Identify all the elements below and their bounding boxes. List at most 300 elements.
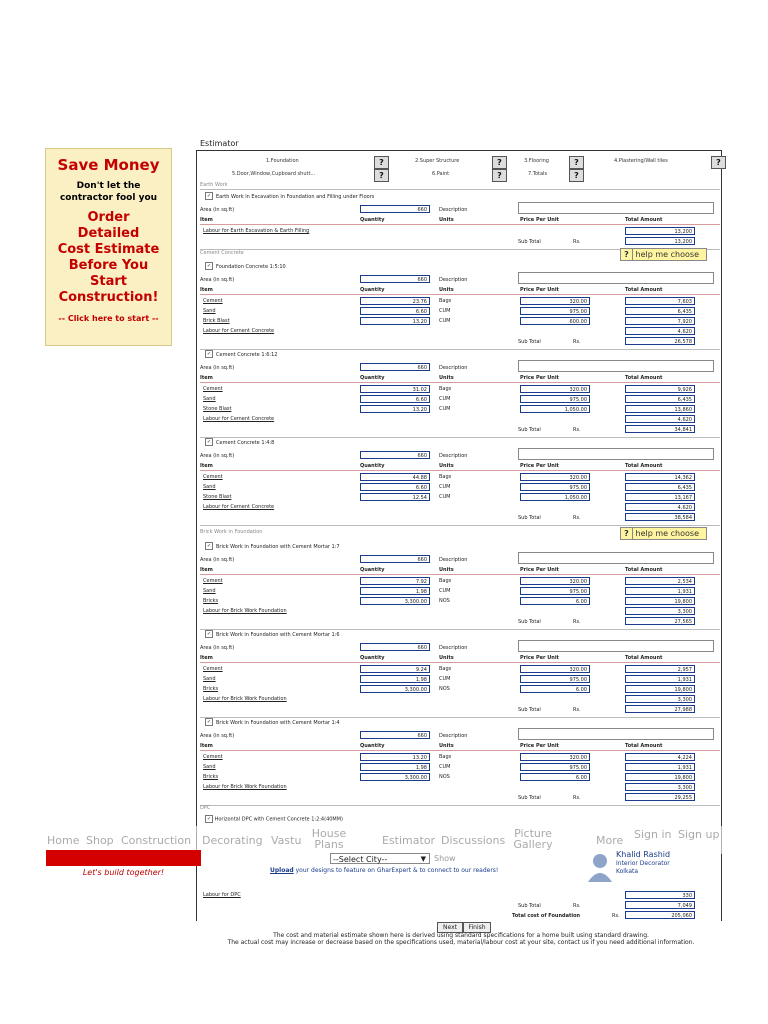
quantity-input[interactable]: 6.60 [360,483,430,491]
material-link[interactable]: Bricks [203,598,219,604]
units-header: Units [439,655,454,661]
amount-field: 6,435 [625,395,695,403]
ad-body-line: Start [90,274,127,289]
area-input[interactable]: 660 [360,363,430,371]
help-icon[interactable]: ? [492,169,507,182]
unit-label: Bags [439,666,452,672]
description-label: Description [439,277,468,283]
subtotal-label: Sub Total [518,339,541,345]
unit-label: CUM [439,764,451,770]
disclaimer [196,932,726,946]
help-icon: ? [621,249,633,260]
total-header: Total Amount [625,287,663,293]
material-link[interactable]: Brick Blast [203,318,230,324]
header-rule [200,224,720,225]
description-input[interactable] [518,640,714,652]
unit-label: CUM [439,484,451,490]
block-title[interactable] [205,262,286,270]
dpc-labour-link[interactable]: Labour for DPC [203,892,241,898]
nav-home[interactable]: Home [47,834,80,847]
quantity-input[interactable]: 6.60 [360,307,430,315]
quantity-input[interactable]: 13.20 [360,405,430,413]
material-link[interactable]: Sand [203,308,216,314]
nav-construction[interactable]: Construction [121,834,192,847]
featured-user[interactable] [586,850,726,884]
amount-field: 6,435 [625,483,695,491]
material-link[interactable]: Cement [203,386,223,392]
help-me-choose-label: help me choose [635,529,699,538]
units-header: Units [439,743,454,749]
material-link[interactable]: Stone Blast [203,494,232,500]
quantity-input[interactable]: 12.54 [360,493,430,501]
material-link[interactable]: Sand [203,588,216,594]
rs-label: Rs. [573,427,581,433]
subtotal-label: Sub Total [518,619,541,625]
section-earth-work: Earth Work [200,182,228,188]
unit-label: CUM [439,406,451,412]
block-title-text: Foundation Concrete 1:5:10 [216,263,286,270]
dpc-subtotal: 7,049 [625,901,695,909]
material-link[interactable]: Cement [203,298,223,304]
divider [200,189,720,190]
units-header: Units [439,463,454,469]
material-link[interactable]: Bricks [203,774,219,780]
area-label: Area (in sq.ft) [200,645,235,651]
help-icon[interactable]: ? [492,156,507,169]
help-me-choose-label: help me choose [635,250,699,259]
unit-label: Bags [439,298,452,304]
price-input[interactable]: 6.00 [520,597,590,605]
subtotal-field: 38,584 [625,513,695,521]
checkbox-icon[interactable]: ✓ [206,543,212,549]
dpc-title[interactable] [205,815,343,823]
rs-label: Rs. [573,707,581,713]
quantity-input[interactable]: 6.60 [360,395,430,403]
ad-subline-1: Don't let the [76,181,141,191]
amount-field: 19,800 [625,685,695,693]
subtotal-field: 27,988 [625,705,695,713]
header-rule [200,382,720,383]
material-link[interactable]: Sand [203,676,216,682]
material-link[interactable]: Cement [203,754,223,760]
quantity-header: Quantity [360,655,385,661]
ad-subline-2: contractor fool you [59,193,158,203]
unit-label: Bags [439,754,452,760]
units-header: Units [439,287,454,293]
ad-body-line: Order [87,210,130,225]
foundation-total: 205,060 [625,911,695,919]
labour-amount[interactable]: 3,300 [625,783,695,791]
price-header: Price Per Unit [520,567,559,573]
description-input[interactable] [518,552,714,564]
quantity-header: Quantity [360,217,385,223]
subtotal-label: Sub Total [518,903,541,909]
rs-label: Rs. [573,515,581,521]
nav-discussions[interactable]: Discussions [441,834,506,847]
description-label: Description [439,733,468,739]
help-icon[interactable]: ? [569,156,584,169]
divider [200,525,720,526]
quantity-header: Quantity [360,375,385,381]
area-input[interactable]: 660 [360,275,430,283]
amount-field: 13,167 [625,493,695,501]
labour-amount[interactable]: 4,620 [625,503,695,511]
nav-estimator[interactable]: Estimator [382,834,436,847]
area-input[interactable]: 660 [360,205,430,213]
checkbox-icon[interactable]: ✓ [206,816,212,822]
units-header: Units [439,217,454,223]
price-header: Price Per Unit [520,743,559,749]
checkbox-icon[interactable]: ✓ [206,631,212,637]
block-title[interactable] [205,630,340,638]
material-link[interactable]: Sand [203,484,216,490]
area-label: Area (in sq.ft) [200,277,235,283]
amount-field: 9,926 [625,385,695,393]
checkbox-icon[interactable]: ✓ [206,439,212,445]
quantity-input[interactable]: 3,300.00 [360,685,430,693]
block-title[interactable] [205,718,340,726]
area-label: Area (in sq.ft) [200,733,235,739]
header-rule [200,750,720,751]
total-header: Total Amount [625,463,663,469]
help-icon[interactable]: ? [711,156,726,169]
amount-field: 1,931 [625,587,695,595]
unit-label: NOS [439,598,450,604]
amount-field: 14,362 [625,473,695,481]
nav-decorating[interactable]: Decorating [202,834,263,847]
finish-button[interactable]: Finish [463,922,491,933]
tab-foundation[interactable]: 1.Foundation [266,158,299,164]
price-input[interactable]: 320.00 [520,753,590,761]
subtotal-label: Sub Total [518,427,541,433]
chevron-down-icon: ▼ [420,855,426,863]
ad-body-line: Before You [68,258,149,273]
labour-link[interactable]: Labour for Cement Concrete [203,504,275,510]
price-input[interactable]: 975.00 [520,587,590,595]
rs-label: Rs. [612,913,620,919]
divider [200,437,720,438]
item-header: Item [200,655,213,661]
promo-ad[interactable] [45,148,172,346]
block-title-text: Brick Work in Foundation with Cement Mortar 1:6 [216,631,340,638]
nav-picture-gallery[interactable]: Picture Gallery [513,827,553,851]
amount-field: 19,800 [625,773,695,781]
description-label: Description [439,453,468,459]
price-input[interactable]: 6.00 [520,773,590,781]
unit-label: CUM [439,308,451,314]
subtotal-label: Sub Total [518,707,541,713]
description-input[interactable] [518,448,714,460]
subtotal-field: 13,200 [625,237,695,245]
tab-door-window[interactable]: 5.Door,Window,Cupboard shutt... [232,171,316,177]
quantity-input[interactable]: 7.92 [360,577,430,585]
tab-flooring[interactable]: 3.Flooring [524,158,549,164]
dpc-title-text: Horizontal DPC with Cement Concrete 1:2:4(40MM) [214,816,344,823]
amount-field: 7,603 [625,297,695,305]
labour-amount[interactable]: 3,300 [625,607,695,615]
price-header: Price Per Unit [520,217,559,223]
description-input[interactable] [518,202,714,214]
labour-link[interactable]: Labour for Brick Work Foundation [203,784,287,790]
block-title-text: Cement Concrete 1:6:12 [216,351,278,358]
quantity-header: Quantity [360,463,385,469]
disclaimer-line: The actual cost may increase or decrease based on the specifications used, material/labour cost at your site, contact us if you need additional information. [227,939,695,946]
rs-label: Rs. [573,795,581,801]
material-link[interactable]: Stone Blast [203,406,232,412]
checkbox-icon[interactable]: ✓ [206,351,212,357]
subtotal-field: 29,255 [625,793,695,801]
amount-field: 6,435 [625,307,695,315]
price-input[interactable]: 975.00 [520,307,590,315]
ad-body-line: Detailed [77,226,140,241]
quantity-input[interactable]: 23.76 [360,297,430,305]
unit-label: CUM [439,494,451,500]
item-header: Item [200,287,213,293]
logo-tagline: Let's build together! [82,868,165,877]
item-header: Item [200,375,213,381]
block-title[interactable] [205,350,277,358]
block-title-text: Cement Concrete 1:4:8 [216,439,275,446]
quantity-header: Quantity [360,287,385,293]
quantity-input[interactable]: 3,300.00 [360,773,430,781]
checkbox-icon[interactable]: ✓ [206,193,212,199]
price-input[interactable]: 320.00 [520,297,590,305]
user-role: Interior Decorator [616,860,670,867]
estimator-title: Estimator [200,139,239,148]
total-header: Total Amount [625,743,663,749]
rs-label: Rs. [573,903,581,909]
section-cement-concrete: Cement Concrete [200,250,244,256]
quantity-input[interactable]: 1.98 [360,763,430,771]
subtotal-label: Sub Total [518,795,541,801]
amount-field: 1,931 [625,763,695,771]
labour-link[interactable]: Labour for Earth Excavation & Earth Filling [203,228,310,234]
quantity-header: Quantity [360,567,385,573]
unit-label: CUM [439,318,451,324]
disclaimer-line: The cost and material estimate shown here is derived using standard specifications for a home built using standard drawing. [273,932,649,939]
item-header: Item [200,743,213,749]
tab-paint[interactable]: 6.Paint [432,171,450,177]
quantity-input[interactable]: 31.02 [360,385,430,393]
description-input[interactable] [518,272,714,284]
dpc-labour-amount[interactable]: 330 [625,891,695,899]
ad-body-line: Cost Estimate [57,242,160,257]
subtotal-field: 26,578 [625,337,695,345]
total-header: Total Amount [625,375,663,381]
material-link[interactable]: Sand [203,764,216,770]
tab-super-structure[interactable]: 2.Super Structure [415,158,460,164]
unit-label: Bags [439,578,452,584]
price-input[interactable]: 975.00 [520,483,590,491]
checkbox-icon[interactable]: ✓ [206,263,212,269]
price-input[interactable]: 320.00 [520,385,590,393]
price-header: Price Per Unit [520,655,559,661]
help-icon[interactable]: ? [569,169,584,182]
labour-amount[interactable]: 3,300 [625,695,695,703]
subtotal-label: Sub Total [518,239,541,245]
nav-house-plans[interactable]: House Plans [311,827,347,851]
help-icon[interactable]: ? [374,156,389,169]
quantity-input[interactable]: 3,300.00 [360,597,430,605]
amount-field: 4,224 [625,753,695,761]
price-input[interactable]: 975.00 [520,395,590,403]
upload-banner [270,867,498,874]
city-select[interactable] [330,853,430,864]
amount-field: 2,534 [625,577,695,585]
nav-shop[interactable]: Shop [86,834,114,847]
area-input[interactable]: 660 [360,731,430,739]
quantity-input[interactable]: 1.98 [360,587,430,595]
quantity-input[interactable]: 13.20 [360,317,430,325]
header-rule [200,294,720,295]
section-dpc: DPC [200,805,211,811]
block-title-text: Brick Work in Foundation with Cement Mortar 1:4 [216,719,340,726]
tab-totals[interactable]: 7.Totals [528,171,548,177]
ad-cta-link[interactable]: -- Click here to start -- [58,314,159,323]
description-label: Description [439,645,468,651]
material-link[interactable]: Cement [203,578,223,584]
area-input[interactable]: 660 [360,451,430,459]
unit-label: CUM [439,588,451,594]
quantity-header: Quantity [360,743,385,749]
units-header: Units [439,567,454,573]
labour-link[interactable]: Labour for Cement Concrete [203,416,275,422]
total-header: Total Amount [625,655,663,661]
gharexpert-logo[interactable] [46,850,201,880]
block-title[interactable] [205,542,340,550]
subtotal-field: 34,841 [625,425,695,433]
area-input[interactable]: 660 [360,643,430,651]
logo-mark [46,850,201,866]
nav-sign-up[interactable]: Sign up [678,828,720,841]
price-input[interactable]: 1,050.00 [520,493,590,501]
unit-label: CUM [439,396,451,402]
amount-field: 7,920 [625,317,695,325]
quantity-input[interactable]: 44.88 [360,473,430,481]
labour-link[interactable]: Labour for Brick Work Foundation [203,696,287,702]
block-title[interactable] [205,192,374,200]
description-label: Description [439,207,468,213]
description-label: Description [439,557,468,563]
description-input[interactable] [518,728,714,740]
ad-headline: Save Money [57,156,160,174]
user-name[interactable]: Khalid Rashid [616,850,671,859]
area-label: Area (in sq.ft) [200,365,235,371]
material-link[interactable]: Sand [203,396,216,402]
block-title-text: Brick Work in Foundation with Cement Mortar 1:7 [216,543,340,550]
help-me-choose-button[interactable] [620,248,707,261]
price-input[interactable]: 320.00 [520,577,590,585]
city-select-value: --Select City-- [333,855,388,864]
section-brick-work: Brick Work in Foundation [200,529,263,535]
divider [200,805,720,806]
ad-subline [46,180,171,204]
price-input[interactable]: 600.00 [520,317,590,325]
area-input[interactable]: 660 [360,555,430,563]
subtotal-label: Sub Total [518,515,541,521]
total-header: Total Amount [625,217,663,223]
unit-label: CUM [439,676,451,682]
labour-amount[interactable]: 4,620 [625,327,695,335]
amount-field: 1,931 [625,675,695,683]
price-input[interactable]: 320.00 [520,473,590,481]
price-input[interactable]: 1,050.00 [520,405,590,413]
help-me-choose-button[interactable] [620,527,707,540]
rs-label: Rs. [573,239,581,245]
total-foundation-label: Total cost of Foundation [512,913,581,919]
amount-field: 2,957 [625,665,695,673]
amount-field: 13,860 [625,405,695,413]
header-rule [200,662,720,663]
user-city: Kolkata [616,868,639,875]
quantity-input[interactable]: 9.24 [360,665,430,673]
show-button[interactable]: Show [434,854,456,863]
area-label: Area (in sq.ft) [200,453,235,459]
subtotal-field: 27,565 [625,617,695,625]
material-link[interactable]: Bricks [203,686,219,692]
unit-label: NOS [439,774,450,780]
price-input[interactable]: 975.00 [520,763,590,771]
labour-link[interactable]: Labour for Brick Work Foundation [203,608,287,614]
help-icon: ? [621,528,633,539]
next-button[interactable]: Next [437,922,463,933]
help-icon[interactable]: ? [374,169,389,182]
block-title[interactable] [205,438,274,446]
labour-amount[interactable]: 13,200 [625,227,695,235]
price-header: Price Per Unit [520,375,559,381]
header-rule [200,574,720,575]
ad-body [46,210,171,306]
unit-label: Bags [439,474,452,480]
nav-more[interactable]: More [596,834,624,847]
header-rule [200,470,720,471]
description-input[interactable] [518,360,714,372]
nav-vastu[interactable]: Vastu [271,834,302,847]
tab-plastering[interactable]: 4.Plastering/Wall tiles [614,158,668,164]
quantity-input[interactable]: 1.98 [360,675,430,683]
block-title-text: Earth Work in Excavation in Foundation and Filling under Floors [216,193,375,200]
price-header: Price Per Unit [520,463,559,469]
nav-sign-in[interactable]: Sign in [634,828,672,841]
ad-body-line: Construction! [58,290,159,305]
avatar [586,852,614,882]
upload-link[interactable]: Upload [270,867,294,874]
divider [200,349,720,350]
item-header: Item [200,463,213,469]
material-link[interactable]: Cement [203,474,223,480]
rs-label: Rs. [573,619,581,625]
price-header: Price Per Unit [520,287,559,293]
price-input[interactable]: 975.00 [520,675,590,683]
material-link[interactable]: Cement [203,666,223,672]
amount-field: 19,800 [625,597,695,605]
rs-label: Rs. [573,339,581,345]
price-input[interactable]: 6.00 [520,685,590,693]
quantity-input[interactable]: 13.20 [360,753,430,761]
area-label: Area (in sq.ft) [200,207,235,213]
area-label: Area (in sq.ft) [200,557,235,563]
checkbox-icon[interactable]: ✓ [206,719,212,725]
units-header: Units [439,375,454,381]
labour-link[interactable]: Labour for Cement Concrete [203,328,275,334]
description-label: Description [439,365,468,371]
unit-label: NOS [439,686,450,692]
item-header: Item [200,567,213,573]
labour-amount[interactable]: 4,620 [625,415,695,423]
total-header: Total Amount [625,567,663,573]
price-input[interactable]: 320.00 [520,665,590,673]
item-header: Item [200,217,213,223]
